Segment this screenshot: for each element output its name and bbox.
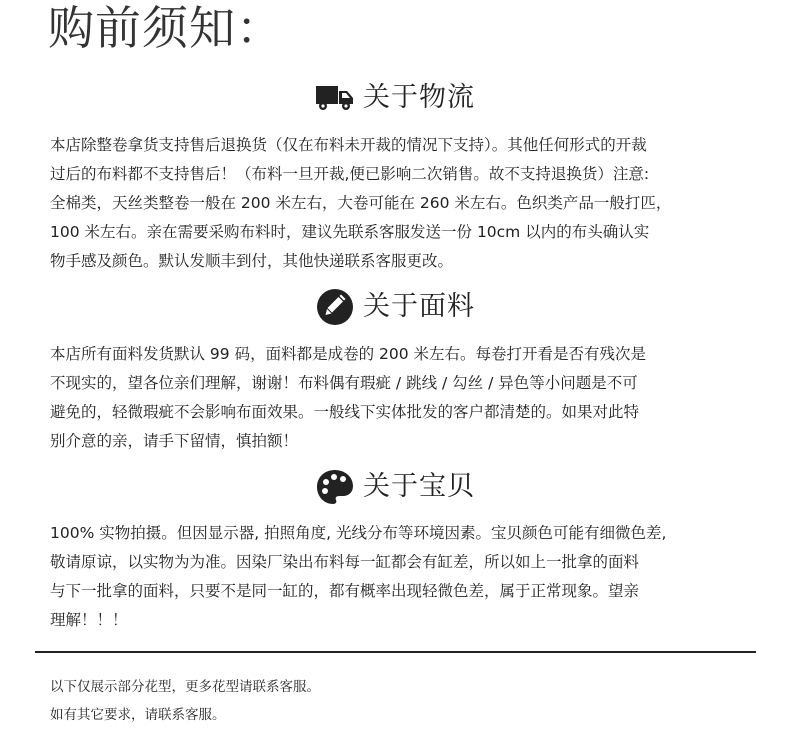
divider: [35, 651, 756, 653]
section-title: 关于物流: [363, 82, 475, 113]
body-line: 物手感及颜色。默认发顺丰到付，其他快递联系客服更改。: [50, 252, 454, 270]
body-line: 100% 实物拍摄。但因显示器, 拍照角度, 光线分布等环境因素。宝贝颜色可能有细微色差,: [50, 524, 667, 542]
section-title: 关于面料: [363, 291, 475, 322]
footer-note: 如有其它要求，请联系客服。: [50, 707, 226, 723]
body-line: 别介意的亲，请手下留情，慎拍额！: [50, 432, 299, 450]
section-title: 关于宝贝: [363, 471, 475, 502]
body-line: 与下一批拿的面料，只要不是同一缸的，都有概率出现轻微色差，属于正常现象。望亲: [50, 582, 640, 600]
body-line: 敬请原谅，以实物为为准。因染厂染出布料每一缸都会有缸差，所以如上一批拿的面料: [50, 553, 640, 571]
pencil-icon: [315, 287, 355, 327]
body-line: 全棉类，天丝类整卷一般在 200 米左右，大卷可能在 260 米左右。色织类产品一般打匹，: [50, 194, 672, 212]
section-body-product: [50, 519, 750, 635]
section-body-logistics: [50, 131, 750, 276]
body-line: 过后的布料都不支持售后！（布料一旦开裁,便已影响二次销售。故不支持退换货）注意:: [50, 165, 650, 183]
truck-icon: [315, 78, 355, 118]
body-line: 本店除整卷拿货支持售后退换货（仅在布料未开裁的情况下支持）。其他任何形式的开裁: [50, 136, 647, 154]
body-line: 本店所有面料发货默认 99 码，面料都是成卷的 200 米左右。每卷打开看是否有残次是: [50, 345, 647, 363]
body-line: 避免的，轻微瑕疵不会影响布面效果。一般线下实体批发的客户都清楚的。如果对此特: [50, 403, 640, 421]
section-header-logistics: [0, 78, 790, 118]
page-title: 购前须知：: [48, 1, 283, 55]
section-header-product: [0, 467, 790, 507]
body-line: 不现实的，望各位亲们理解，谢谢！布料偶有瑕疵 / 跳线 / 勾丝 / 异色等小问题是不可: [50, 374, 638, 392]
section-body-fabric: [50, 340, 750, 456]
palette-icon: [315, 467, 355, 507]
body-line: 理解！！！: [50, 611, 128, 629]
section-header-fabric: [0, 287, 790, 327]
footer-note: 以下仅展示部分花型，更多花型请联系客服。: [50, 679, 320, 695]
body-line: 100 米左右。亲在需要采购布料时，建议先联系客服发送一份 10cm 以内的布头确认实: [50, 223, 650, 241]
